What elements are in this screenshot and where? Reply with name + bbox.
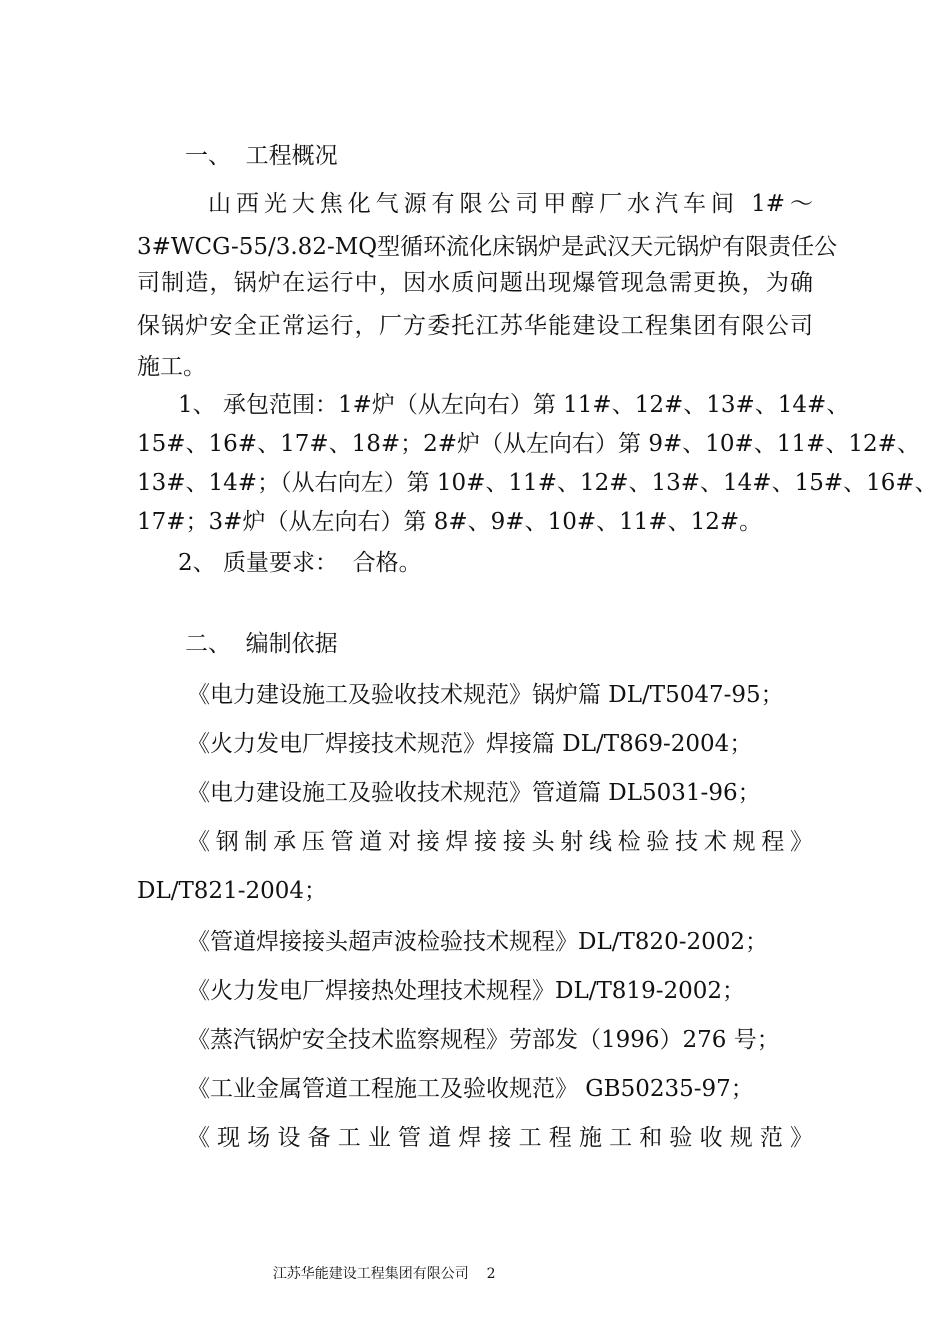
reference-item: 《电力建设施工及验收技术规范》锅炉篇 DL/T5047-95；	[187, 682, 784, 708]
quality-requirement: 2、 质量要求： 合格。	[178, 550, 422, 576]
reference-item: 《蒸汽锅炉安全技术监察规程》劳部发（1996）276 号；	[187, 1027, 780, 1053]
overview-line-2: 3#WCG-55/3.82-MQ型循环流化床锅炉是武汉天元锅炉有限责任公	[137, 234, 838, 260]
section-1-heading: 一、 工程概况	[185, 143, 338, 169]
overview-line-4: 保锅炉安全正常运行，厂方委托江苏华能建设工程集团有限公司	[137, 313, 813, 339]
scope-line-4: 17#；3#炉（从左向右）第 8#、9#、10#、11#、12#。	[137, 509, 763, 535]
scope-line-1: 1、 承包范围：1#炉（从左向右）第 11#、12#、13#、14#、	[178, 392, 850, 418]
page-number: 2	[486, 1266, 496, 1282]
reference-item: 《管道焊接接头超声波检验技术规程》DL/T820-2002；	[187, 929, 769, 955]
reference-item: 《电力建设施工及验收技术规范》管道篇 DL5031-96；	[187, 780, 761, 806]
reference-item: 《火力发电厂焊接热处理技术规程》DL/T819-2002；	[187, 978, 746, 1004]
scope-line-3: 13#、14#；（从右向左）第 10#、11#、12#、13#、14#、15#、16#、	[137, 470, 938, 496]
overview-line-5: 施工。	[137, 354, 206, 380]
reference-item-continuation: DL/T821-2004；	[137, 878, 328, 904]
page-footer	[255, 1244, 496, 1304]
reference-item: 《工业金属管道工程施工及验收规范》 GB50235-97；	[187, 1076, 754, 1102]
reference-item: 《火力发电厂焊接技术规范》焊接篇 DL/T869-2004；	[187, 731, 753, 757]
reference-item: 《钢制承压管道对接焊接接头射线检验技术规程》	[187, 829, 813, 855]
scope-line-2: 15#、16#、17#、18#；2#炉（从左向右）第 9#、10#、11#、12#、	[137, 431, 920, 457]
section-2-heading: 二、 编制依据	[185, 631, 338, 657]
footer-company: 江苏华能建设工程集团有限公司	[272, 1266, 469, 1282]
reference-item: 《现场设备工业管道焊接工程施工和验收规范》	[187, 1125, 813, 1151]
overview-line-1: 山西光大焦化气源有限公司甲醇厂水汽车间 1#～	[208, 191, 813, 217]
overview-line-3: 司制造，锅炉在运行中，因水质问题出现爆管现急需更换，为确	[137, 270, 813, 296]
